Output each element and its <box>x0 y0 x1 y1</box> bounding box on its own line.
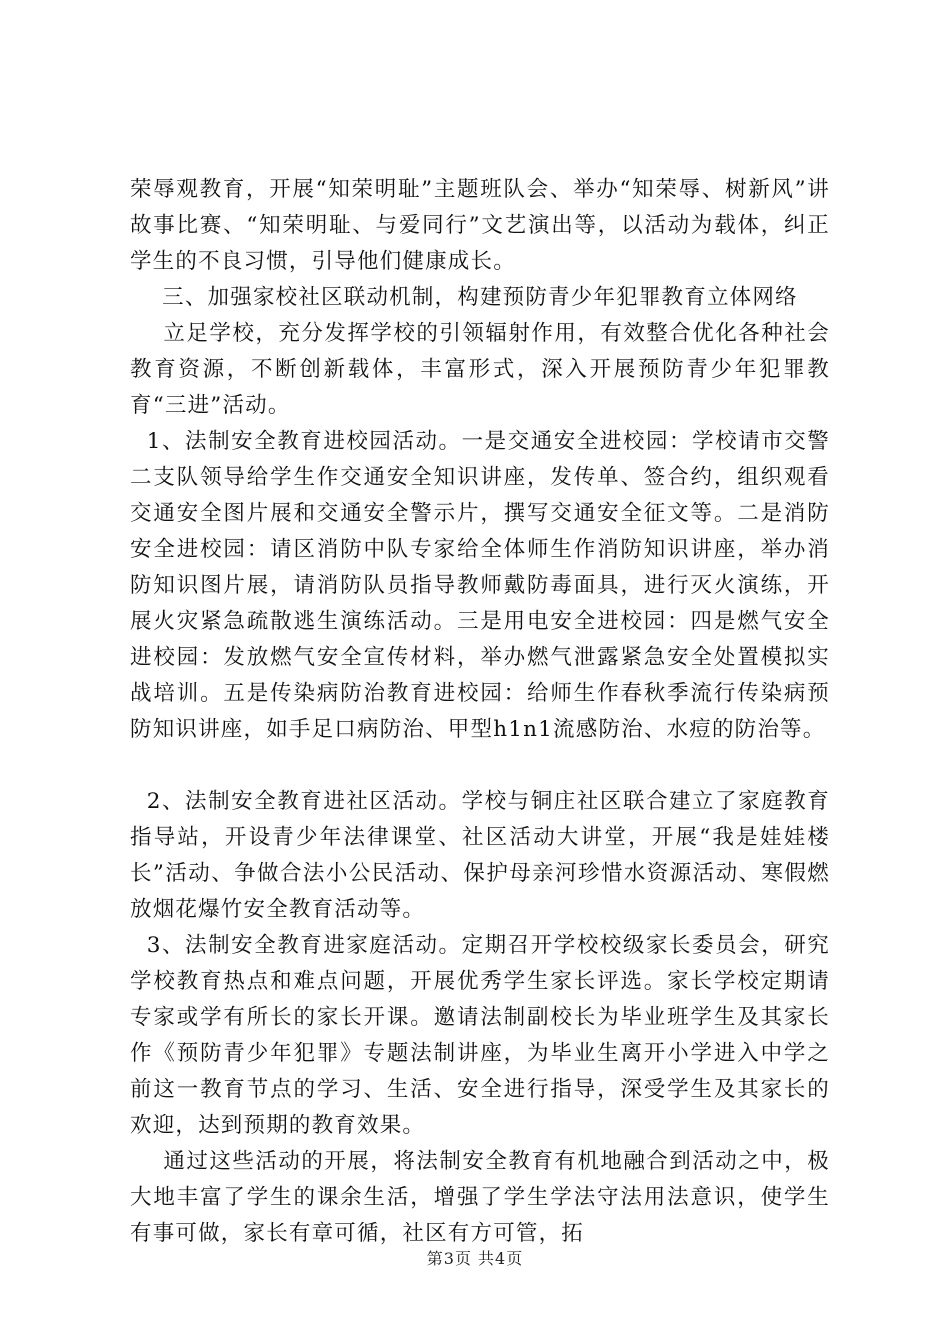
paragraph-family-activities: 3、法制安全教育进家庭活动。定期召开学校校级家长委员会，研究学校教育热点和难点问题，开展优秀学生家长评选。家长学校定期请专家或学有所长的家长开课。邀请法制副校长为毕业班学生及其家长作《预防青少年犯罪》专题法制讲座，为毕业生离开小学进入中学之前这一教育节点的学习、生活、安全进行指导，深受学生及其家长的欢迎，达到预期的教育效果。 <box>130 933 830 1138</box>
page-number-footer: 第3页 共4页 <box>426 1249 524 1268</box>
paragraph-summary: 通过这些活动的开展，将法制安全教育有机地融合到活动之中，极大地丰富了学生的课余生活，增强了学生学法守法用法意识，使学生有事可做，家长有章可循，社区有方可管，拓 <box>130 1149 831 1246</box>
paragraph-community-activities: 2、法制安全教育进社区活动。学校与铜庄社区联合建立了家庭教育指导站，开设青少年法律课堂、社区活动大讲堂，开展“我是娃娃楼长”活动、争做合法小公民活动、保护母亲河珍惜水资源活动、寒假燃放烟花爆竹安全教育活动等。 <box>130 789 830 922</box>
paragraph-spacer <box>130 748 830 784</box>
paragraph-honor-education: 荣辱观教育，开展“知荣明耻”主题班队会、举办“知荣辱、树新风”讲故事比赛、“知荣明耻、与爱同行”文艺演出等，以活动为载体，纠正学生的不良习惯，引导他们健康成长。 <box>130 177 830 274</box>
paragraph-school-based: 立足学校，充分发挥学校的引领辐射作用，有效整合优化各种社会教育资源，不断创新载体，丰富形式，深入开展预防青少年犯罪教育“三进”活动。 <box>130 321 831 418</box>
paragraph-campus-activities: 1、法制安全教育进校园活动。一是交通安全进校园：学校请市交警二支队领导给学生作交通安全知识讲座，发传单、签合约，组织观看交通安全图片展和交通安全警示片，撰写交通安全征文等。二是消防安全进校园：请区消防中队专家给全体师生作消防知识讲座，举办消防知识图片展，请消防队员指导教师戴防毒面具，进行灭火演练，开展火灾紧急疏散逃生演练活动。三是用电安全进校园：四是燃气安全进校园：发放燃气安全宣传材料，举办燃气泄露紧急安全处置模拟实战培训。五是传染病防治教育进校园：给师生作春秋季流行传染病预防知识讲座，如手足口病防治、甲型h1n1流感防治、水痘的防治等。 <box>130 429 830 742</box>
document-body <box>130 172 830 1252</box>
heading-section-three: 三、加强家校社区联动机制，构建预防青少年犯罪教育立体网络 <box>130 285 798 310</box>
